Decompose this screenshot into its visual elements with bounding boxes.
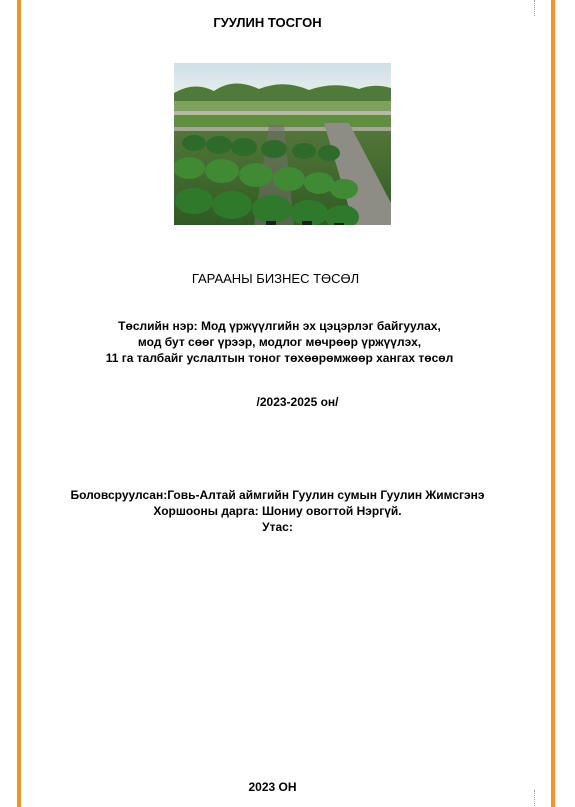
project-line: Төслийн нэр: Мод үржүүлгийн эх цэцэрлэг байгуулах, — [118, 319, 441, 333]
project-line: мод бут сөөг үрээр, модлог мөчрөөр үржүүлэх, — [137, 335, 422, 349]
project-name-block — [0, 318, 567, 366]
prepared-line: Боловсруулсан:Говь-Алтай аймгийн Гуулин сумын Гуулин Жимсгэнэ — [70, 488, 485, 502]
prepared-line: Хоршооны дарга: Шониу овогтой Нэргүй. — [153, 504, 402, 518]
project-line: 11 га талбайг услалтын тоног төхөөрөмжөөр хангах төсөл — [105, 351, 454, 365]
project-years: /2023-2025 он/ — [256, 395, 339, 409]
plan-type-heading: ГАРААНЫ БИЗНЕС ТӨСӨЛ — [191, 271, 360, 286]
prepared-by-block — [0, 487, 565, 535]
tree-nursery-photo — [174, 63, 391, 225]
document-title: ГУУЛИН ТОСГОН — [213, 15, 322, 30]
prepared-line: Утас: — [262, 520, 293, 534]
footer-year: 2023 ОН — [248, 780, 297, 794]
margin-marker-top — [534, 0, 535, 16]
